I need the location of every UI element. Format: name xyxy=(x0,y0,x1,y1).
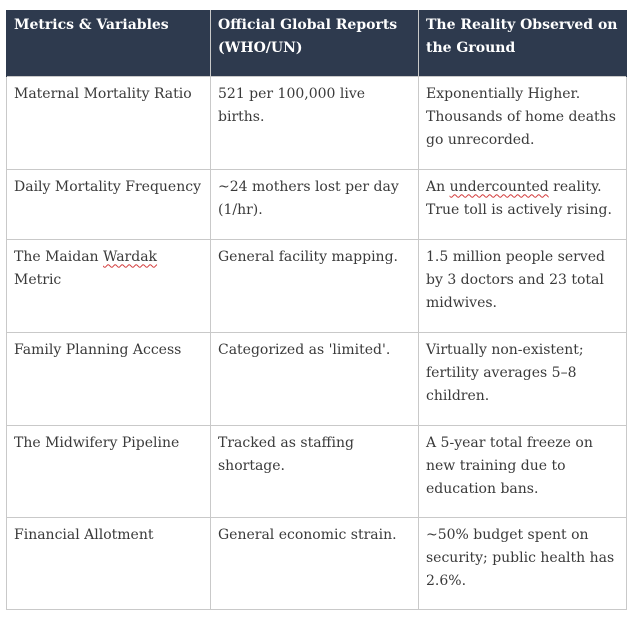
spellcheck-flagged-word[interactable]: undercounted xyxy=(449,178,549,195)
table-row xyxy=(7,169,627,239)
cell-metric xyxy=(7,239,211,332)
cell-metric: Financial Allotment xyxy=(7,517,211,609)
cell-metric: Family Planning Access xyxy=(7,332,211,425)
table-header-row xyxy=(7,10,627,76)
header-metrics: Metrics & Variables xyxy=(7,10,211,76)
cell-reality: Virtually non-existent; fertility averages 5–8 children. xyxy=(419,332,627,425)
table-row xyxy=(7,425,627,517)
cell-text: Metric xyxy=(14,271,62,288)
cell-reality: Exponentially Higher. Thousands of home deaths go unrecorded. xyxy=(419,76,627,169)
cell-official: General facility mapping. xyxy=(211,239,419,332)
cell-metric: Maternal Mortality Ratio xyxy=(7,76,211,169)
cell-reality: A 5-year total freeze on new training due to education bans. xyxy=(419,425,627,517)
comparison-table-container xyxy=(6,10,627,610)
cell-text: An xyxy=(426,178,450,195)
table-row xyxy=(7,76,627,169)
table-row xyxy=(7,517,627,609)
cell-text: The Maidan xyxy=(14,248,104,265)
header-official: Official Global Reports (WHO/UN) xyxy=(211,10,419,76)
cell-metric: The Midwifery Pipeline xyxy=(7,425,211,517)
cell-official: ~24 mothers lost per day (1/hr). xyxy=(211,169,419,239)
cell-reality: ~50% budget spent on security; public health has 2.6%. xyxy=(419,517,627,609)
cell-metric: Daily Mortality Frequency xyxy=(7,169,211,239)
cell-reality: 1.5 million people served by 3 doctors and 23 total midwives. xyxy=(419,239,627,332)
table-row xyxy=(7,332,627,425)
cell-official: Tracked as staffing shortage. xyxy=(211,425,419,517)
cell-official: 521 per 100,000 live births. xyxy=(211,76,419,169)
cell-text: reality. True toll is actively rising. xyxy=(426,178,612,218)
header-reality: The Reality Observed on the Ground xyxy=(419,10,627,76)
cell-official: Categorized as 'limited'. xyxy=(211,332,419,425)
cell-official: General economic strain. xyxy=(211,517,419,609)
cell-reality xyxy=(419,169,627,239)
spellcheck-flagged-word[interactable]: Wardak xyxy=(103,248,158,265)
table-row xyxy=(7,239,627,332)
comparison-table xyxy=(6,10,627,610)
